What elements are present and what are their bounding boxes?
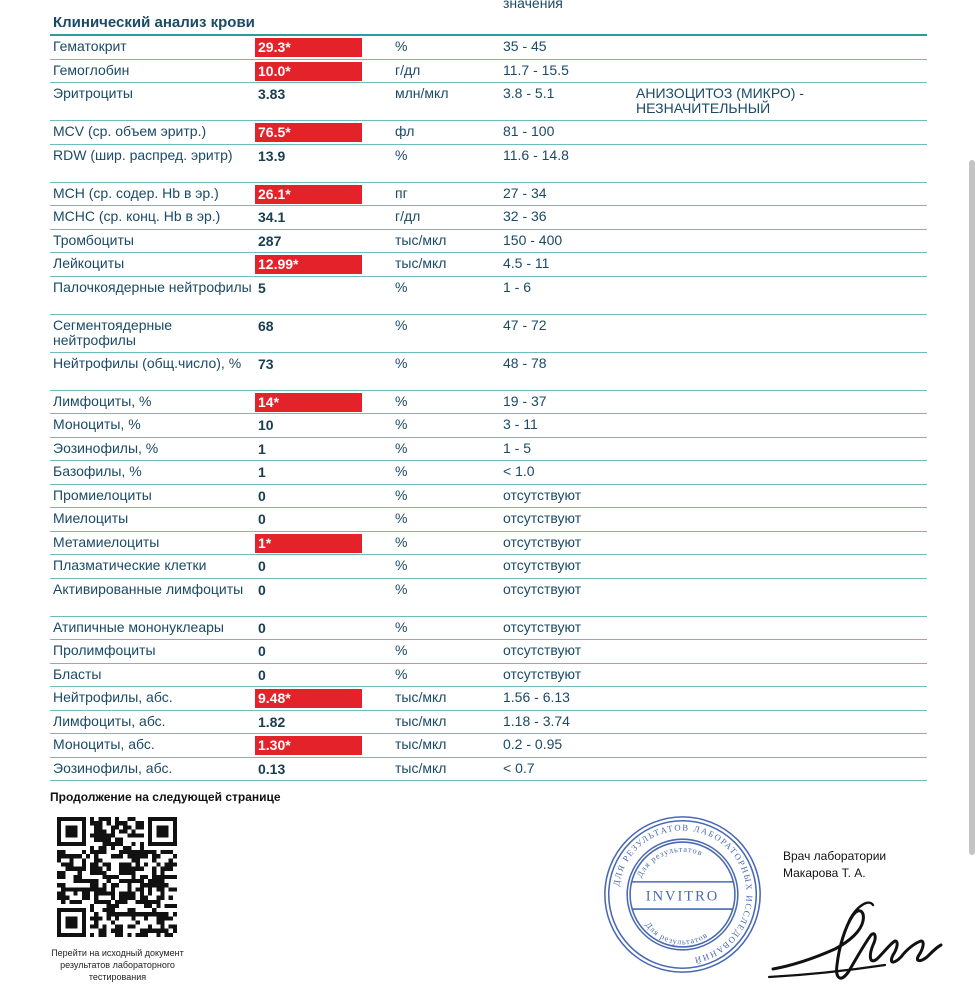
stamp-ring-text: ДЛЯ РЕЗУЛЬТАТОВ ЛАБОРАТОРНЫХ ИССЛЕДОВАНИЙ <box>610 822 755 966</box>
result-value: 0 <box>258 581 266 598</box>
table-row <box>50 461 927 485</box>
reference-range: < 0.7 <box>503 759 535 776</box>
results-table <box>50 36 927 781</box>
result-unit: млн/мкл <box>395 85 449 101</box>
test-name: MCV (ср. объем эритр.) <box>53 123 207 139</box>
reference-range: 3.8 - 5.1 <box>503 85 555 101</box>
table-row <box>50 391 927 415</box>
test-name: Активированные лимфоциты <box>53 580 244 597</box>
test-name: Атипичные мононуклеары <box>53 618 224 635</box>
reference-range: 11.7 - 15.5 <box>503 61 569 78</box>
result-value: 1 <box>258 464 266 480</box>
test-name: Метамиелоциты <box>53 533 160 550</box>
reference-range: отсутствуют <box>503 486 582 503</box>
continue-note: Продолжение на следующей странице <box>50 790 281 804</box>
table-row <box>50 555 927 579</box>
table-row <box>50 640 927 664</box>
result-value: 13.9 <box>258 147 286 164</box>
reference-range: отсутствуют <box>503 557 582 573</box>
reference-range: 27 - 34 <box>503 184 547 201</box>
result-unit: % <box>395 146 408 163</box>
signature-icon <box>765 885 945 995</box>
abnormal-result-value: 26.1* <box>255 185 362 204</box>
result-unit: тыс/мкл <box>395 712 447 729</box>
result-value: 0 <box>258 558 266 574</box>
abnormal-result-value: 1.30* <box>255 736 362 755</box>
table-row <box>50 230 927 254</box>
reference-range: 48 - 78 <box>503 354 547 371</box>
reference-range: 1 - 6 <box>503 278 532 295</box>
reference-range: 19 - 37 <box>503 392 547 409</box>
reference-range: 4.5 - 11 <box>503 255 550 271</box>
test-name: MCHC (ср. конц. Hb в эр.) <box>53 208 221 224</box>
reference-range: отсутствуют <box>503 580 582 597</box>
result-unit: % <box>395 618 408 635</box>
test-name: Гемоглобин <box>53 61 130 78</box>
reference-range: отсутствуют <box>503 533 582 550</box>
test-name: Палочкоядерные нейтрофилы <box>53 278 252 295</box>
qr-code-icon[interactable] <box>57 817 177 937</box>
test-name: Промиелоциты <box>53 486 152 503</box>
test-name: Лимфоциты, % <box>53 392 152 409</box>
result-unit: % <box>395 316 408 333</box>
test-name: Лимфоциты, абс. <box>53 712 166 729</box>
result-unit: тыс/мкл <box>395 736 447 752</box>
abnormal-result-value: 1* <box>255 534 362 553</box>
test-name: Моноциты, абс. <box>53 736 155 752</box>
result-unit: % <box>395 510 408 526</box>
result-unit: % <box>395 580 408 597</box>
test-name: Базофилы, % <box>53 463 142 479</box>
stamp-center-text: INVITRO <box>645 888 720 905</box>
reference-range: 1.18 - 3.74 <box>503 712 570 729</box>
test-name: Пролимфоциты <box>53 642 156 658</box>
test-name: Плазматические клетки <box>53 557 207 573</box>
svg-text:Для результатов <box>635 845 704 879</box>
result-value: 0 <box>258 643 266 659</box>
table-row <box>50 734 927 758</box>
table-row <box>50 532 927 556</box>
doctor-role: Врач лаборатории <box>783 849 887 863</box>
table-row <box>50 579 927 617</box>
result-comment: АНИЗОЦИТОЗ (МИКРО) - НЕЗНАЧИТЕЛЬНЫЙ <box>636 85 804 116</box>
result-value: 0 <box>258 666 266 683</box>
test-name: Сегментоядерные нейтрофилы <box>53 316 173 348</box>
abnormal-result-value: 10.0* <box>255 62 362 81</box>
result-value: 1 <box>258 440 266 457</box>
test-name: Гематокрит <box>53 38 127 54</box>
reference-range: 11.6 - 14.8 <box>503 146 569 163</box>
result-value: 10 <box>258 417 274 433</box>
test-name: Бласты <box>53 665 102 682</box>
result-value: 0 <box>258 619 266 636</box>
result-unit: % <box>395 392 408 409</box>
result-value: 0 <box>258 511 266 527</box>
abnormal-result-value: 29.3* <box>255 38 362 57</box>
reference-range: 32 - 36 <box>503 208 547 224</box>
abnormal-result-value: 9.48* <box>255 689 362 708</box>
table-row <box>50 758 927 782</box>
svg-text:Для результатов <box>644 920 710 946</box>
reference-range: 1 - 5 <box>503 439 532 456</box>
abnormal-result-value: 76.5* <box>255 123 362 142</box>
reference-range: 81 - 100 <box>503 123 555 139</box>
result-value: 3.83 <box>258 86 286 102</box>
table-row <box>50 83 927 121</box>
table-row <box>50 277 927 315</box>
test-name: Эозинофилы, % <box>53 439 159 456</box>
qr-caption: Перейти на исходный документ результатов лабораторного тестирования <box>51 948 184 982</box>
result-unit: % <box>395 486 408 503</box>
reference-range: 1.56 - 6.13 <box>503 689 570 705</box>
result-unit: фл <box>395 123 415 139</box>
table-row <box>50 617 927 641</box>
table-row <box>50 438 927 462</box>
table-row <box>50 253 927 277</box>
invitro-stamp-icon <box>600 812 765 977</box>
table-row <box>50 206 927 230</box>
table-row <box>50 414 927 438</box>
reference-range: 150 - 400 <box>503 231 563 248</box>
table-row <box>50 121 927 145</box>
table-row <box>50 145 927 183</box>
test-name: Эритроциты <box>53 85 133 101</box>
result-unit: % <box>395 533 408 550</box>
table-row <box>50 687 927 711</box>
result-value: 0.13 <box>258 760 286 777</box>
reference-range: отсутствуют <box>503 510 582 526</box>
test-name: RDW (шир. распред. эритр) <box>53 146 233 163</box>
reference-range: 47 - 72 <box>503 316 547 333</box>
test-name: Тромбоциты <box>53 231 134 248</box>
result-value: 73 <box>258 355 274 372</box>
result-value: 34.1 <box>258 209 286 225</box>
table-row <box>50 183 927 207</box>
test-name: Миелоциты <box>53 510 129 526</box>
scrollbar[interactable] <box>965 0 979 1000</box>
table-row <box>50 485 927 509</box>
section-title: Клинический анализ крови <box>53 14 255 31</box>
table-row <box>50 353 927 391</box>
reference-range: отсутствуют <box>503 642 582 658</box>
result-unit: % <box>395 354 408 371</box>
result-unit: % <box>395 439 408 456</box>
reference-range: 35 - 45 <box>503 38 547 54</box>
stamp-inner-bottom: Для результатов <box>643 920 710 947</box>
table-row <box>50 315 927 353</box>
reference-range: отсутствуют <box>503 618 582 635</box>
result-unit: тыс/мкл <box>395 759 447 776</box>
doctor-name: Макарова Т. А. <box>783 866 866 880</box>
result-value: 287 <box>258 232 282 249</box>
result-unit: г/дл <box>395 61 421 78</box>
reference-range: 3 - 11 <box>503 416 538 432</box>
reference-range: 0.2 - 0.95 <box>503 736 563 752</box>
result-value: 5 <box>258 279 266 296</box>
result-unit: % <box>395 642 408 658</box>
test-name: Моноциты, % <box>53 416 141 432</box>
test-name: Нейтрофилы (общ.число), % <box>53 354 242 371</box>
result-value: 1.82 <box>258 713 286 730</box>
result-unit: % <box>395 416 408 432</box>
result-unit: пг <box>395 184 408 201</box>
table-row <box>50 36 927 60</box>
table-row <box>50 711 927 735</box>
result-unit: % <box>395 463 408 479</box>
stamp-inner-top: Для результатов <box>635 844 705 879</box>
result-unit: % <box>395 665 408 682</box>
test-name: Нейтрофилы, абс. <box>53 689 173 705</box>
result-unit: тыс/мкл <box>395 231 447 248</box>
table-row <box>50 664 927 688</box>
abnormal-result-value: 14* <box>255 393 362 412</box>
abnormal-result-value: 12.99* <box>255 255 362 274</box>
table-row <box>50 60 927 84</box>
scrollbar-thumb[interactable] <box>969 160 975 855</box>
result-unit: % <box>395 38 408 54</box>
result-unit: тыс/мкл <box>395 689 447 705</box>
reference-range: отсутствуют <box>503 665 582 682</box>
test-name: Эозинофилы, абс. <box>53 759 173 776</box>
result-unit: тыс/мкл <box>395 255 447 271</box>
table-row <box>50 508 927 532</box>
result-value: 0 <box>258 487 266 504</box>
test-name: Лейкоциты <box>53 255 125 271</box>
reference-range: < 1.0 <box>503 463 535 479</box>
result-unit: % <box>395 557 408 573</box>
result-unit: % <box>395 278 408 295</box>
test-name: MCH (ср. содер. Hb в эр.) <box>53 184 219 201</box>
result-unit: г/дл <box>395 208 421 224</box>
ref-column-header-fragment: значения <box>503 0 563 11</box>
result-value: 68 <box>258 317 274 334</box>
